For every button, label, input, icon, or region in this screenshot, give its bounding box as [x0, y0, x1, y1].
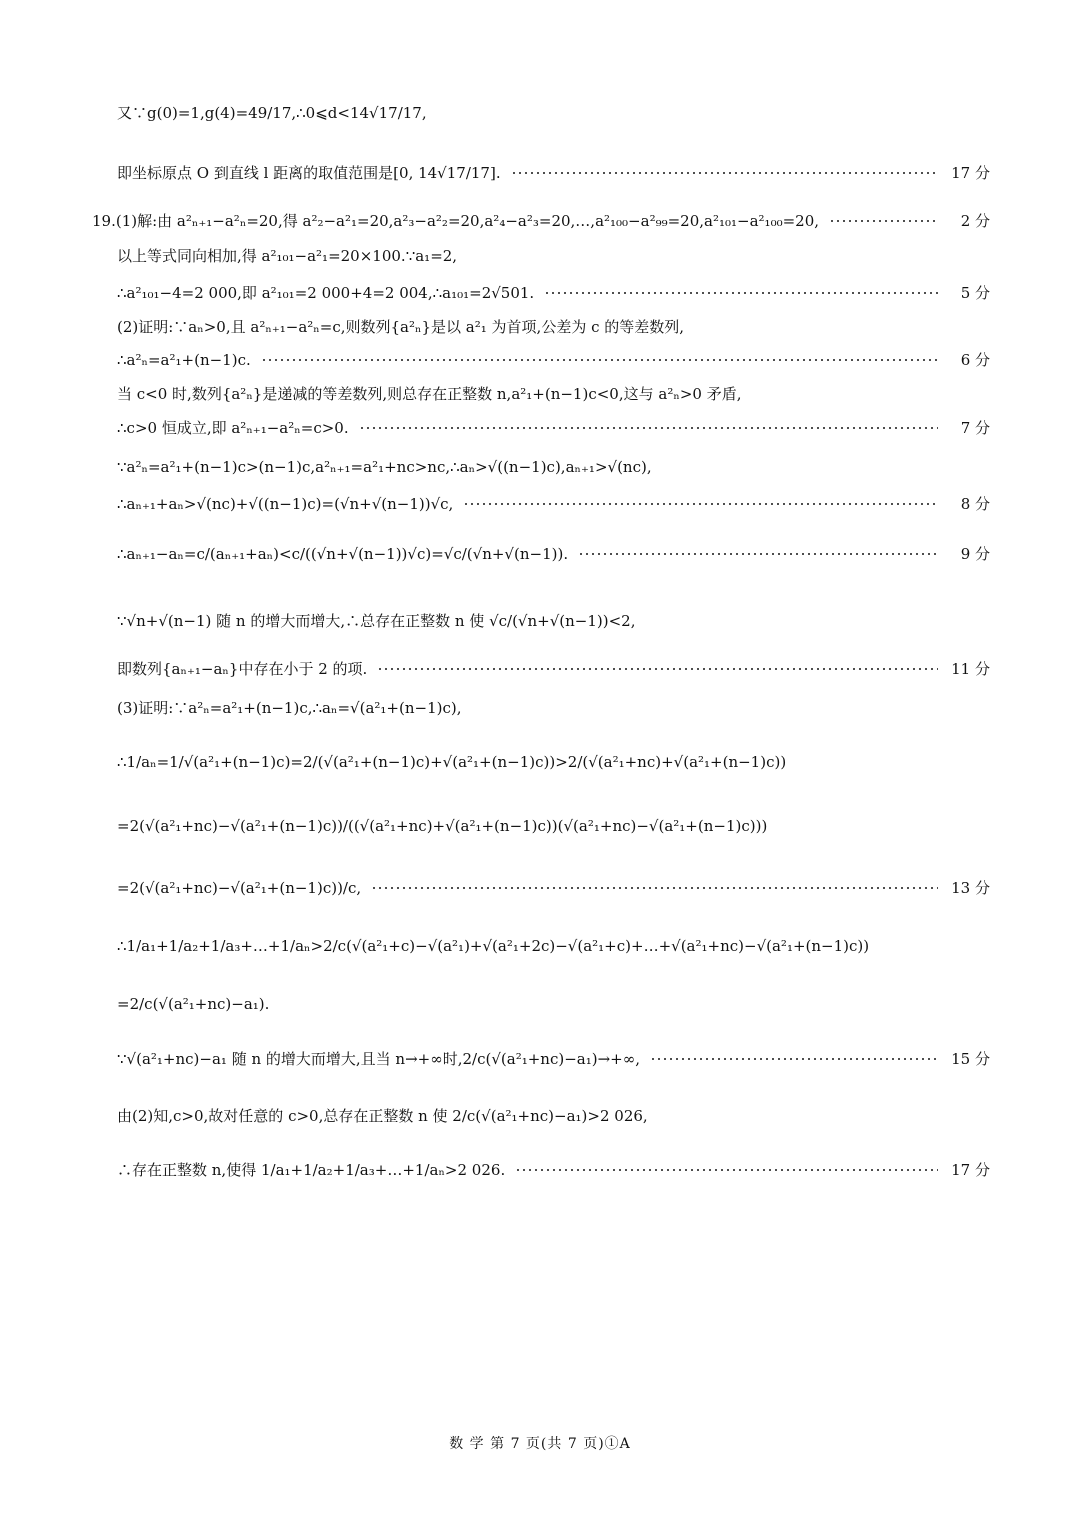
- page-footer: 数 学 第 7 页(共 7 页)①A: [449, 1436, 631, 1452]
- line-21: [117, 1106, 990, 1126]
- line-text: 当 c<0 时,数列{a²ₙ}是递减的等差数列,则总存在正整数 n,a²₁+(n−1)c<0,这与 a²ₙ>0 矛盾,: [117, 385, 742, 403]
- line-17: [117, 878, 990, 898]
- score-label: 13 分: [951, 879, 990, 897]
- leader-dots: [578, 553, 938, 555]
- line-text: ∴aₙ₊₁+aₙ>√(nc)+√((n−1)c)=(√n+√(n−1))√c,: [117, 495, 454, 513]
- leader-dots: [261, 359, 938, 361]
- leader-dots: [829, 220, 938, 222]
- line-text: (2)证明:∵aₙ>0,且 a²ₙ₊₁−a²ₙ=c,则数列{a²ₙ}是以 a²₁ 为首项,公差为 c 的等差数列,: [117, 318, 685, 336]
- line-text: 又∵g(0)=1,g(4)=49/17,∴0⩽d<14√17/17,: [117, 104, 427, 122]
- line-text: 19.(1)解:由 a²ₙ₊₁−a²ₙ=20,得 a²₂−a²₁=20,a²₃−a²₂=20,a²₄−a²₃=20,…,a²₁₀₀−a²₉₉=20,a²₁₀₁−a²₁₀₀=20,: [92, 212, 820, 230]
- line-10: [117, 494, 990, 514]
- line-4: [117, 283, 990, 303]
- score-label: 17 分: [951, 1161, 990, 1179]
- line-22: [117, 1160, 990, 1180]
- line-13: [117, 659, 990, 679]
- leader-dots: [463, 503, 938, 505]
- score-label: 9 分: [960, 545, 990, 563]
- line-text: ∴1/aₙ=1/√(a²₁+(n−1)c)=2/(√(a²₁+(n−1)c)+√(a²₁+(n−1)c))>2/(√(a²₁+nc)+√(a²₁+(n−1)c)): [117, 753, 787, 771]
- line-text: =2/c(√(a²₁+nc)−a₁).: [117, 995, 270, 1013]
- line-3: [117, 246, 990, 266]
- line-text: ∴aₙ₊₁−aₙ=c/(aₙ₊₁+aₙ)<c/((√n+√(n−1))√c)=√c/(√n+√(n−1)).: [117, 545, 569, 563]
- line-text: ∵a²ₙ=a²₁+(n−1)c>(n−1)c,a²ₙ₊₁=a²₁+nc>nc,∴aₙ>√((n−1)c),aₙ₊₁>√(nc),: [117, 458, 652, 476]
- line-text: ∴1/a₁+1/a₂+1/a₃+…+1/aₙ>2/c(√(a²₁+c)−√(a²₁)+√(a²₁+2c)−√(a²₁+c)+…+√(a²₁+nc)−√(a²₁+(n−1)c)): [117, 937, 870, 955]
- line-15: [117, 752, 990, 772]
- line-text: ∴a²ₙ=a²₁+(n−1)c.: [117, 351, 251, 369]
- leader-dots: [650, 1058, 938, 1060]
- line-text: =2(√(a²₁+nc)−√(a²₁+(n−1)c))/c,: [117, 879, 362, 897]
- leader-dots: [377, 668, 938, 670]
- leader-dots: [511, 172, 938, 174]
- line-text: 由(2)知,c>0,故对任意的 c>0,总存在正整数 n 使 2/c(√(a²₁+nc)−a₁)>2 026,: [117, 1107, 648, 1125]
- line-text: 以上等式同向相加,得 a²₁₀₁−a²₁=20×100.∵a₁=2,: [117, 247, 458, 265]
- line-text: =2(√(a²₁+nc)−√(a²₁+(n−1)c))/((√(a²₁+nc)+√(a²₁+(n−1)c))(√(a²₁+nc)−√(a²₁+(n−1)c))): [117, 817, 768, 835]
- line-6: [117, 350, 990, 370]
- score-label: 5 分: [960, 284, 990, 302]
- line-12: [117, 611, 990, 631]
- line-text: ∴c>0 恒成立,即 a²ₙ₊₁−a²ₙ=c>0.: [117, 419, 349, 437]
- line-2: [92, 211, 990, 231]
- line-text: ∵√(a²₁+nc)−a₁ 随 n 的增大而增大,且当 n→+∞时,2/c(√(a²₁+nc)−a₁)→+∞,: [117, 1050, 640, 1068]
- line-0: [117, 103, 990, 123]
- line-19: [117, 994, 990, 1014]
- leader-dots: [544, 292, 938, 294]
- line-18: [117, 936, 990, 956]
- line-text: ∴a²₁₀₁−4=2 000,即 a²₁₀₁=2 000+4=2 004,∴a₁₀₁=2√501.: [117, 284, 535, 302]
- leader-dots: [515, 1169, 938, 1171]
- line-text: 即坐标原点 O 到直线 l 距离的取值范围是[0, 14√17/17].: [117, 164, 501, 182]
- line-text: (3)证明:∵a²ₙ=a²₁+(n−1)c,∴aₙ=√(a²₁+(n−1)c),: [117, 699, 462, 717]
- score-label: 15 分: [951, 1050, 990, 1068]
- line-text: ∴存在正整数 n,使得 1/a₁+1/a₂+1/a₃+…+1/aₙ>2 026.: [117, 1161, 506, 1179]
- line-1: [117, 163, 990, 183]
- line-11: [117, 544, 990, 564]
- line-16: [117, 816, 990, 836]
- line-9: [117, 457, 990, 477]
- score-label: 11 分: [951, 660, 990, 678]
- line-text: ∵√n+√(n−1) 随 n 的增大而增大,∴总存在正整数 n 使 √c/(√n+√(n−1))<2,: [117, 612, 636, 630]
- score-label: 6 分: [960, 351, 990, 369]
- line-5: [117, 317, 990, 337]
- score-label: 7 分: [960, 419, 990, 437]
- line-text: 即数列{aₙ₊₁−aₙ}中存在小于 2 的项.: [117, 660, 368, 678]
- leader-dots: [371, 887, 938, 889]
- line-14: [117, 698, 990, 718]
- line-20: [117, 1049, 990, 1069]
- score-label: 8 分: [960, 495, 990, 513]
- leader-dots: [359, 427, 938, 429]
- line-7: [117, 384, 990, 404]
- score-label: 2 分: [960, 212, 990, 230]
- line-8: [117, 418, 990, 438]
- score-label: 17 分: [951, 164, 990, 182]
